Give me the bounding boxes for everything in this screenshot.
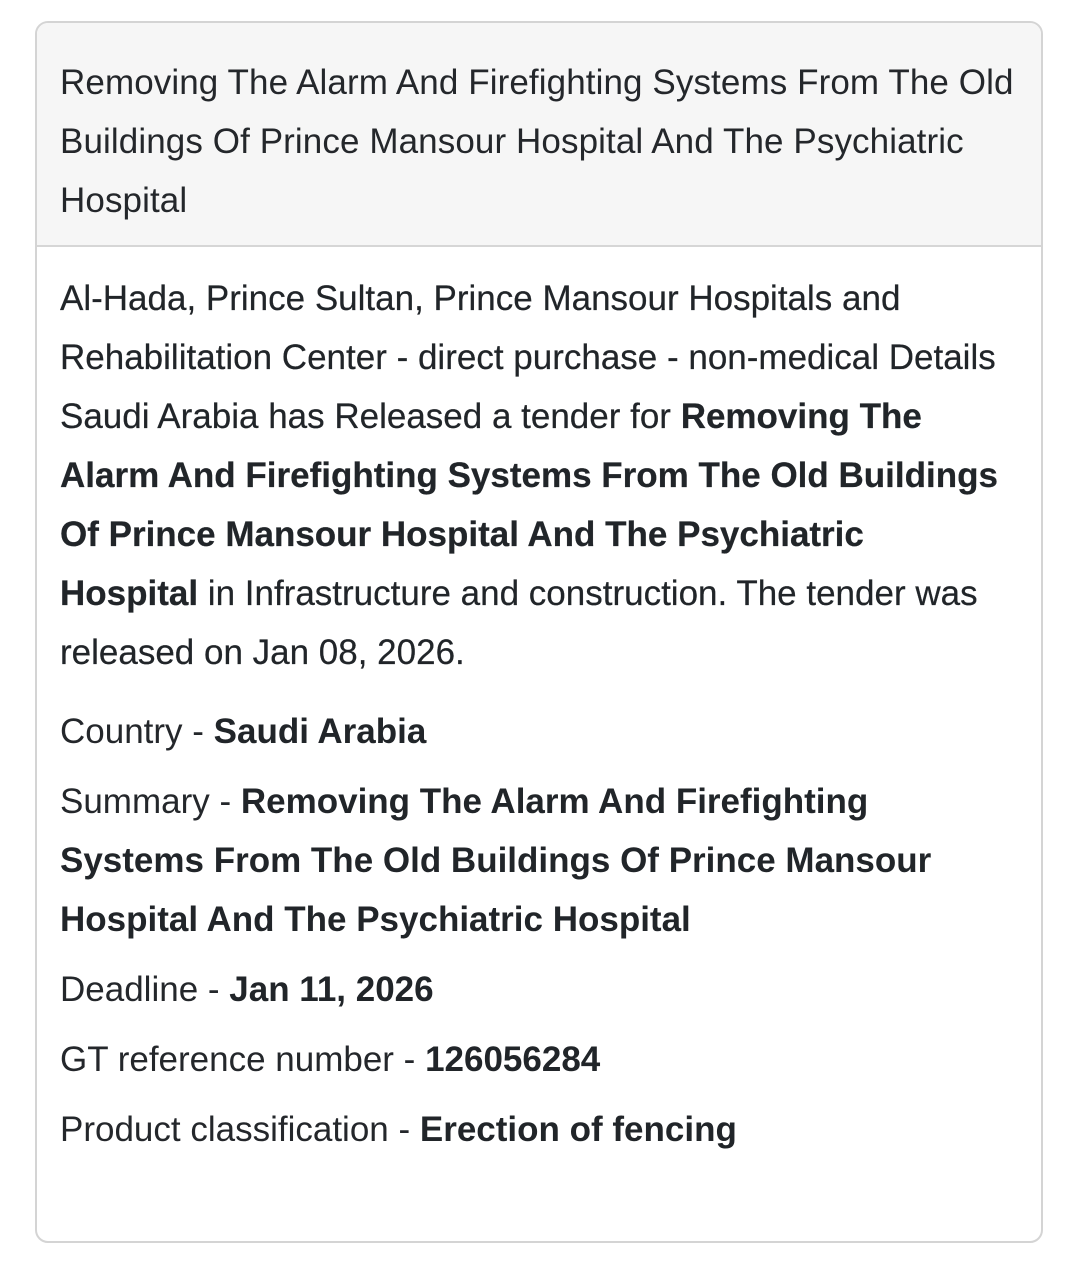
field-label: Country	[60, 712, 183, 751]
tender-description	[60, 269, 1011, 682]
field-separator: -	[198, 970, 230, 1009]
description-highlight: Removing The Alarm And Firefighting Systems From The Old Buildings Of Prince Mansour Hospital And The Psychiatric Hospital	[60, 397, 998, 613]
field-country	[60, 702, 1011, 761]
field-label: GT reference number	[60, 1040, 394, 1079]
card-body	[37, 247, 1041, 1159]
tender-title: Removing The Alarm And Firefighting Systems From The Old Buildings Of Prince Mansour Hospital And The Psychiatric Hospital	[60, 63, 1014, 220]
tender-card	[35, 21, 1043, 1243]
field-value: Erection of fencing	[419, 1110, 737, 1149]
field-product-classification	[60, 1100, 1011, 1159]
field-separator: -	[209, 782, 241, 821]
field-value: Removing The Alarm And Firefighting Systems From The Old Buildings Of Prince Mansour Hospital And The Psychiatric Hospital	[60, 782, 932, 939]
description-outro: in Infrastructure and construction. The tender was released on Jan 08, 2026.	[60, 574, 978, 672]
field-summary	[60, 772, 1011, 949]
field-label: Deadline	[60, 970, 199, 1009]
field-separator: -	[388, 1110, 420, 1149]
field-value: Saudi Arabia	[213, 712, 427, 751]
field-separator: -	[182, 712, 214, 751]
field-deadline	[60, 960, 1011, 1019]
card-header	[37, 23, 1041, 247]
field-label: Product classification	[60, 1110, 389, 1149]
field-value: Jan 11, 2026	[229, 970, 434, 1009]
field-value: 126056284	[425, 1040, 601, 1079]
field-gt-reference-number	[60, 1030, 1011, 1089]
description-intro: Al-Hada, Prince Sultan, Prince Mansour Hospitals and Rehabilitation Center - direct purchase - non-medical Details Saudi Arabia has Released a tender for	[60, 279, 996, 436]
tender-fields	[60, 702, 1011, 1159]
field-separator: -	[393, 1040, 426, 1079]
field-label: Summary	[60, 782, 210, 821]
